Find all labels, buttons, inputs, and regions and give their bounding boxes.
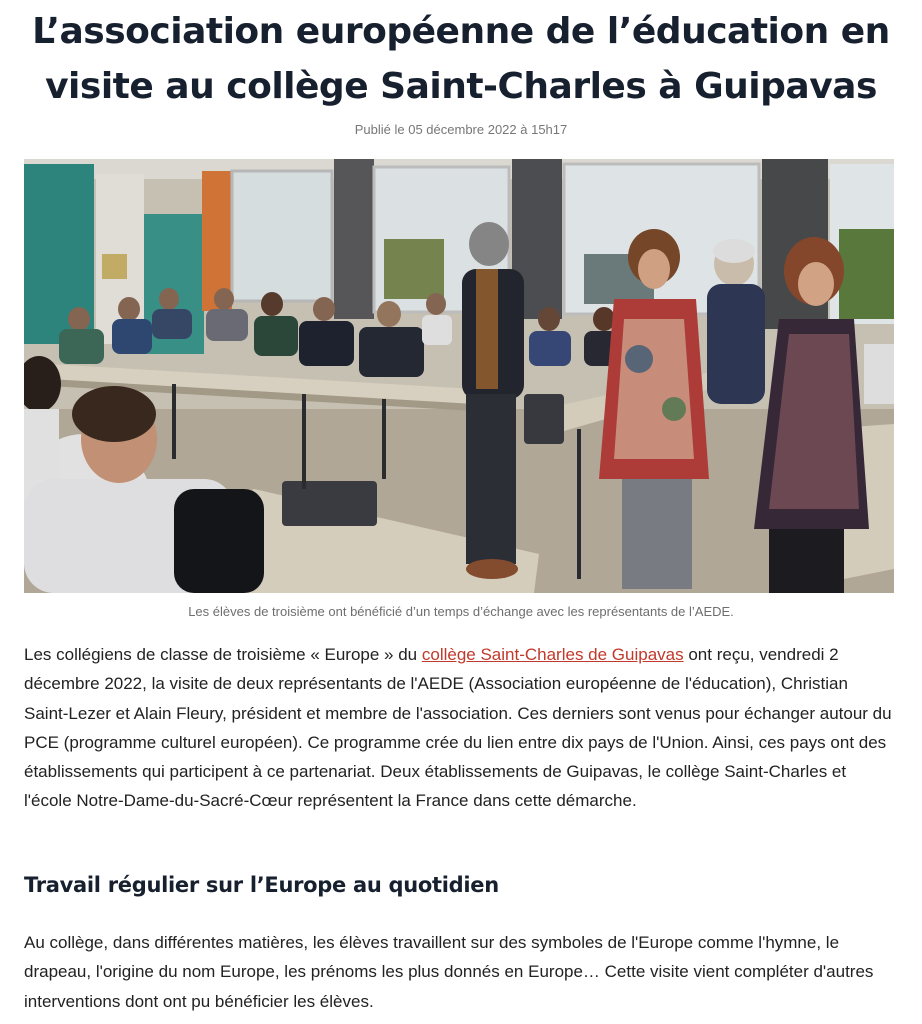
photo-caption: Les élèves de troisième ont bénéficié d’un temps d’échange avec les représentants de l’AEDE. (188, 604, 734, 619)
publish-date: Publié le 05 décembre 2022 à 15h17 (354, 122, 568, 137)
article-paragraph-1 (24, 640, 896, 816)
paragraph-1-text-before-link: Les collégiens de classe de troisième « Europe » du (24, 645, 422, 664)
article-paragraph-2: Au collège, dans différentes matières, les élèves travaillent sur des symboles de l'Europe comme l'hymne, le drapeau, l'origine du nom Europe, les prénoms les plus donnés en Europe… Cette visite vient compléter d'autres interventions dont ont pu bénéficier les élèves. (24, 933, 874, 1011)
article-title: L’association européenne de l’éducation en visite au collège Saint-Charles à Guipavas (32, 11, 890, 107)
paragraph-1-text-after-link: ont reçu, vendredi 2 décembre 2022, la visite de deux représentants de l'AEDE (Association européenne de l'éducation), Christian Saint-Lezer et Alain Fleury, président et membre de l'association. Ces derniers sont venus pour échanger autour du PCE (programme culturel européen). Ce programme crée du lien entre dix pays de l'Union. Ainsi, ces pays ont des établissements qui participent à ce partenariat. Deux établissements de Guipavas, le collège Saint-Charles et l'école Notre-Dame-du-Sacré-Cœur représentent la France dans cette démarche. (24, 645, 892, 811)
article-photo (24, 159, 894, 593)
college-saint-charles-link[interactable]: collège Saint-Charles de Guipavas (421, 645, 684, 664)
section-heading: Travail régulier sur l’Europe au quotidien (24, 873, 499, 897)
